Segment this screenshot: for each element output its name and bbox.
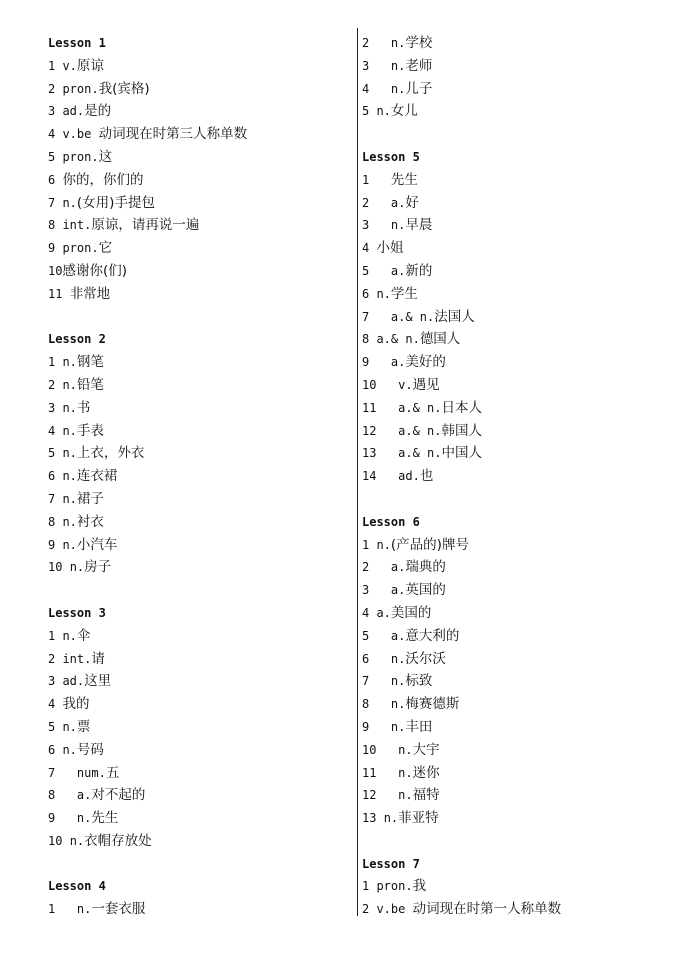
lesson-title: Lesson 2 — [48, 332, 106, 347]
vocab-entry — [48, 123, 348, 146]
lesson-block — [48, 32, 348, 306]
entry-number: 1 — [48, 58, 63, 73]
lesson-title: Lesson 4 — [48, 879, 106, 894]
part-of-speech: v.be — [376, 902, 413, 917]
entry-number: 11 — [362, 400, 399, 415]
entry-meaning: 好 — [405, 194, 419, 211]
entry-meaning: 早晨 — [405, 217, 433, 234]
vocab-entry — [48, 830, 348, 853]
lesson-title: Lesson 6 — [362, 514, 420, 529]
entry-meaning: 中国人 — [441, 445, 482, 462]
entry-number: 13 — [362, 811, 384, 826]
entry-meaning: 学生 — [390, 285, 418, 302]
entry-number: 1 — [48, 902, 77, 917]
part-of-speech: v.be — [62, 127, 99, 142]
entry-number: 2 — [362, 36, 391, 50]
vocab-entry — [48, 237, 348, 260]
entry-meaning: 衬衣 — [76, 513, 104, 530]
part-of-speech: n. — [376, 537, 391, 552]
entry-number: 9 — [48, 537, 63, 552]
vocab-entry — [48, 100, 348, 123]
entry-meaning: 钢笔 — [76, 354, 104, 371]
entry-meaning: 也 — [419, 468, 434, 485]
vocab-entry — [362, 625, 662, 648]
entry-meaning: 英国的 — [405, 582, 446, 599]
entry-number: 1 — [362, 537, 377, 552]
entry-meaning: 菲亚特 — [398, 810, 439, 827]
entry-number: 5 — [362, 263, 391, 278]
lesson-block — [362, 32, 662, 123]
part-of-speech: a. — [390, 560, 406, 575]
entry-meaning: 美好的 — [405, 354, 446, 371]
vocab-entry — [48, 693, 348, 716]
vocab-entry — [362, 55, 662, 78]
entry-number: 2 — [48, 651, 63, 666]
part-of-speech: a. — [376, 605, 391, 620]
vocab-entry — [48, 670, 348, 693]
entry-number: 7 — [362, 674, 391, 689]
vocab-entry — [362, 648, 662, 671]
entry-meaning: 学校 — [405, 35, 433, 51]
entry-meaning: 铅笔 — [76, 376, 104, 393]
entry-number: 3 — [48, 400, 63, 415]
entry-meaning: (产品的)牌号 — [390, 536, 469, 553]
vocab-entry — [48, 511, 348, 534]
entry-meaning: 丰田 — [405, 718, 433, 735]
vocab-entry — [48, 55, 348, 78]
column-divider — [357, 28, 358, 916]
part-of-speech: a. — [76, 788, 92, 803]
entry-meaning: 福特 — [412, 787, 440, 804]
part-of-speech: v. — [62, 58, 77, 73]
vocab-entry — [362, 898, 662, 921]
entry-number: 6 — [48, 172, 63, 187]
vocab-entry — [48, 169, 348, 192]
entry-meaning: 书 — [76, 399, 91, 416]
entry-meaning: 一套衣服 — [91, 901, 146, 918]
part-of-speech: n. — [398, 742, 413, 757]
vocab-entry — [362, 784, 662, 807]
part-of-speech: a. — [390, 195, 406, 210]
entry-number: 11 — [48, 286, 70, 301]
entry-meaning: 老师 — [405, 57, 433, 74]
vocab-entry — [362, 351, 662, 374]
vocab-entry — [48, 78, 348, 101]
part-of-speech: a.& n. — [398, 446, 442, 461]
lesson-block — [362, 146, 662, 488]
vocab-entry — [362, 465, 662, 488]
vocab-entry — [48, 488, 348, 511]
vocab-entry — [48, 739, 348, 762]
lesson-title: Lesson 1 — [48, 36, 106, 50]
part-of-speech: pron. — [62, 81, 99, 96]
entry-meaning: 你的，你们的 — [62, 171, 144, 188]
entry-number: 10 — [48, 263, 63, 278]
part-of-speech: n. — [398, 765, 413, 780]
lesson-block — [362, 853, 662, 921]
vocab-entry — [48, 442, 348, 465]
part-of-speech: v. — [398, 377, 413, 392]
entry-meaning: 新的 — [405, 262, 433, 279]
entry-meaning: 号码 — [76, 741, 104, 758]
part-of-speech: a.& n. — [390, 309, 435, 324]
part-of-speech: n. — [62, 377, 77, 392]
entry-number: 8 — [48, 514, 63, 529]
vocab-entry — [48, 716, 348, 739]
part-of-speech: n. — [62, 195, 77, 210]
part-of-speech: a.& n. — [376, 332, 420, 347]
entry-number: 9 — [362, 719, 391, 734]
part-of-speech: n. — [76, 811, 92, 826]
entry-meaning: 瑞典的 — [405, 559, 446, 576]
vocab-entry — [48, 351, 348, 374]
entry-number: 9 — [48, 811, 77, 826]
entry-meaning: 梅赛德斯 — [405, 696, 460, 713]
entry-meaning: 这里 — [84, 673, 112, 690]
part-of-speech: n. — [62, 719, 77, 734]
part-of-speech: n. — [376, 286, 391, 301]
entry-number: 10 — [362, 377, 399, 392]
part-of-speech: n. — [398, 788, 413, 803]
part-of-speech: int. — [62, 651, 92, 666]
part-of-speech: n. — [69, 560, 85, 575]
entry-number: 3 — [48, 674, 63, 689]
part-of-speech: int. — [62, 218, 92, 233]
entry-number: 8 — [362, 697, 391, 712]
vocab-entry — [48, 397, 348, 420]
vocab-entry — [362, 283, 662, 306]
vocab-entry — [362, 169, 662, 192]
entry-number: 1 — [48, 628, 63, 643]
entry-number: 8 — [48, 218, 63, 233]
entry-number: 6 — [48, 742, 63, 757]
entry-number: 2 — [362, 560, 391, 575]
entry-meaning: 请 — [91, 650, 105, 667]
part-of-speech: n. — [390, 719, 406, 734]
vocab-entry — [48, 898, 348, 921]
entry-number: 3 — [362, 583, 391, 598]
entry-meaning: 五 — [105, 764, 120, 781]
part-of-speech: n. — [62, 491, 77, 506]
vocab-entry — [48, 420, 348, 443]
vocab-entry — [48, 192, 348, 215]
entry-number: 6 — [362, 286, 377, 301]
vocab-entry — [48, 762, 348, 785]
vocab-entry — [362, 100, 662, 123]
part-of-speech: n. — [390, 36, 406, 50]
entry-number: 4 — [362, 81, 391, 96]
entry-meaning: 迷你 — [412, 764, 440, 781]
part-of-speech: n. — [69, 833, 85, 848]
vocab-entry — [48, 374, 348, 397]
entry-meaning: 意大利的 — [405, 627, 460, 644]
vocab-entry — [362, 374, 662, 397]
part-of-speech: n. — [62, 537, 77, 552]
entry-number: 2 — [48, 377, 63, 392]
vocab-entry — [48, 465, 348, 488]
vocab-entry — [362, 693, 662, 716]
entry-number: 3 — [362, 218, 391, 233]
part-of-speech: n. — [62, 446, 77, 461]
vocab-entry — [48, 556, 348, 579]
entry-number: 8 — [48, 788, 77, 803]
entry-number: 7 — [48, 765, 77, 780]
part-of-speech: n. — [76, 902, 92, 917]
entry-meaning: 我的 — [62, 696, 90, 713]
left-column — [48, 32, 348, 921]
entry-meaning: 大宇 — [412, 741, 440, 758]
entry-number: 4 — [48, 697, 63, 712]
entry-number: 5 — [48, 719, 63, 734]
entry-meaning: 先生 — [390, 171, 418, 188]
part-of-speech: n. — [390, 674, 406, 689]
entry-meaning: 标致 — [405, 673, 433, 690]
part-of-speech: ad. — [62, 674, 85, 689]
entry-number: 5 — [48, 149, 63, 164]
part-of-speech: pron. — [62, 149, 99, 164]
entry-number: 1 — [362, 172, 391, 187]
part-of-speech: n. — [390, 651, 406, 666]
vocab-entry — [362, 260, 662, 283]
part-of-speech: n. — [390, 81, 406, 96]
entry-number: 12 — [362, 788, 399, 803]
vocab-entry — [362, 32, 662, 55]
entry-meaning: 儿子 — [405, 80, 433, 97]
part-of-speech: ad. — [62, 104, 85, 119]
part-of-speech: n. — [62, 355, 77, 370]
part-of-speech: a. — [390, 263, 406, 278]
part-of-speech: n. — [62, 628, 77, 643]
part-of-speech: n. — [383, 811, 399, 826]
right-column — [362, 32, 662, 921]
vocab-entry — [362, 328, 662, 351]
vocab-entry — [48, 260, 348, 283]
entry-meaning: 先生 — [91, 810, 119, 827]
entry-number: 4 — [362, 605, 377, 620]
vocab-entry — [48, 784, 348, 807]
entry-meaning: 原谅 — [76, 57, 104, 74]
vocab-entry — [362, 306, 662, 329]
vocab-entry — [362, 670, 662, 693]
entry-meaning: 女儿 — [390, 103, 418, 120]
vocab-entry — [48, 648, 348, 671]
entry-number: 5 — [48, 446, 63, 461]
vocab-entry — [362, 807, 662, 830]
entry-number: 2 — [362, 195, 391, 210]
vocab-entry — [362, 602, 662, 625]
vocab-entry — [362, 716, 662, 739]
vocab-entry — [48, 807, 348, 830]
vocab-entry — [362, 762, 662, 785]
entry-meaning: 裙子 — [76, 490, 104, 507]
entry-number: 3 — [48, 104, 63, 119]
vocab-entry — [362, 442, 662, 465]
entry-number: 4 — [362, 241, 377, 256]
vocab-entry — [362, 397, 662, 420]
entry-number: 7 — [362, 309, 391, 324]
entry-number: 11 — [362, 765, 399, 780]
entry-meaning: 是的 — [84, 103, 112, 120]
part-of-speech: num. — [76, 765, 106, 780]
entry-number: 5 — [362, 628, 391, 643]
entry-number: 8 — [362, 332, 377, 347]
vocab-entry — [362, 192, 662, 215]
vocab-entry — [362, 420, 662, 443]
entry-number: 6 — [48, 469, 63, 484]
entry-meaning: 韩国人 — [441, 422, 482, 439]
entry-meaning: 非常地 — [69, 285, 111, 302]
part-of-speech: a.& n. — [398, 423, 442, 438]
entry-meaning: 小汽车 — [76, 536, 118, 553]
vocab-entry — [362, 556, 662, 579]
part-of-speech: n. — [376, 104, 391, 119]
entry-number: 13 — [362, 446, 399, 461]
entry-meaning: 动词现在时第三人称单数 — [98, 126, 248, 143]
vocab-entry — [362, 534, 662, 557]
part-of-speech: n. — [390, 218, 406, 233]
vocab-entry — [362, 579, 662, 602]
vocab-entry — [362, 214, 662, 237]
vocab-entry — [362, 78, 662, 101]
lesson-title: Lesson 3 — [48, 605, 106, 620]
part-of-speech: n. — [62, 469, 77, 484]
vocab-entry — [48, 283, 348, 306]
entry-number: 10 — [48, 833, 70, 848]
entry-meaning: 我(宾格) — [98, 80, 150, 97]
entry-number: 3 — [362, 58, 391, 73]
vocab-entry — [362, 739, 662, 762]
entry-meaning: 上衣，外衣 — [76, 445, 145, 462]
part-of-speech: a.& n. — [398, 400, 442, 415]
vocab-entry — [362, 237, 662, 260]
lesson-block — [48, 875, 348, 921]
entry-meaning: 房子 — [84, 559, 112, 576]
entry-meaning: 伞 — [76, 627, 91, 644]
entry-number: 7 — [48, 491, 63, 506]
entry-meaning: 对不起的 — [91, 787, 146, 804]
entry-number: 6 — [362, 651, 391, 666]
part-of-speech: pron. — [62, 241, 99, 256]
entry-number: 4 — [48, 127, 63, 142]
entry-meaning: 日本人 — [441, 399, 482, 416]
lesson-block — [48, 328, 348, 579]
entry-number: 4 — [48, 423, 63, 438]
entry-meaning: 沃尔沃 — [405, 650, 446, 667]
entry-number: 2 — [362, 902, 377, 917]
entry-meaning: 原谅，请再说一遍 — [91, 217, 200, 234]
entry-number: 7 — [48, 195, 63, 210]
vocab-entry — [362, 875, 662, 898]
entry-meaning: 遇见 — [412, 376, 440, 393]
entry-number: 10 — [362, 742, 399, 757]
entry-meaning: 这 — [98, 148, 113, 165]
vocab-entry — [48, 625, 348, 648]
entry-meaning: 连衣裙 — [76, 468, 118, 485]
entry-meaning: 法国人 — [434, 308, 475, 325]
entry-meaning: 动词现在时第一人称单数 — [412, 901, 562, 918]
part-of-speech: a. — [390, 355, 406, 370]
entry-meaning: 德国人 — [419, 331, 461, 348]
entry-meaning: 感谢你(们) — [62, 262, 127, 279]
entry-meaning: (女用)手提包 — [76, 194, 155, 211]
entry-meaning: 手表 — [76, 422, 104, 439]
part-of-speech: n. — [62, 400, 77, 415]
entry-number: 1 — [48, 355, 63, 370]
lesson-block — [362, 511, 662, 830]
entry-number: 12 — [362, 423, 399, 438]
part-of-speech: n. — [62, 514, 77, 529]
vocab-entry — [48, 214, 348, 237]
part-of-speech: n. — [390, 697, 406, 712]
vocab-entry — [48, 534, 348, 557]
entry-number: 2 — [48, 81, 63, 96]
entry-number: 1 — [362, 879, 377, 894]
entry-number: 14 — [362, 469, 399, 484]
part-of-speech: n. — [62, 423, 77, 438]
entry-number: 9 — [362, 355, 391, 370]
part-of-speech: n. — [390, 58, 406, 73]
part-of-speech: a. — [390, 628, 406, 643]
lesson-title: Lesson 5 — [362, 149, 420, 164]
entry-meaning: 衣帽存放处 — [84, 832, 152, 849]
entry-number: 9 — [48, 241, 63, 256]
part-of-speech: a. — [390, 583, 406, 598]
lesson-block — [48, 602, 348, 853]
entry-meaning: 我 — [412, 878, 427, 895]
vocab-entry — [48, 146, 348, 169]
lesson-title: Lesson 7 — [362, 856, 420, 871]
entry-meaning: 它 — [98, 240, 113, 257]
entry-number: 5 — [362, 104, 377, 119]
entry-number: 10 — [48, 560, 70, 575]
part-of-speech: ad. — [398, 469, 420, 484]
entry-meaning: 票 — [76, 718, 91, 735]
part-of-speech: pron. — [376, 879, 413, 894]
part-of-speech: n. — [62, 742, 77, 757]
entry-meaning: 美国的 — [390, 604, 432, 621]
entry-meaning: 小姐 — [376, 240, 404, 257]
